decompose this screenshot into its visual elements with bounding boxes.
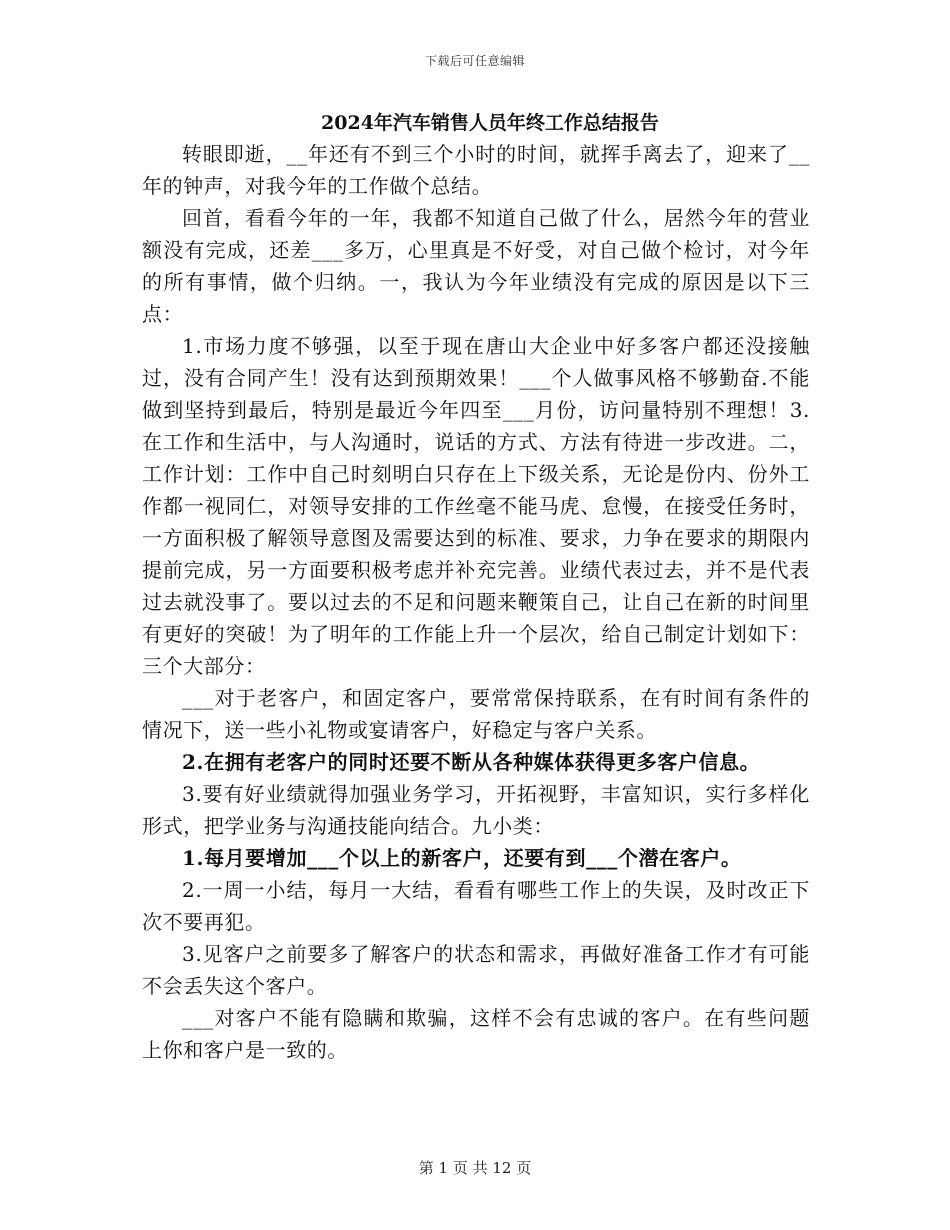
- paragraph: 2.一周一小结，每月一大结，看看有哪些工作上的失误，及时改正下次不要再犯。: [142, 878, 810, 934]
- paragraph: ___对客户不能有隐瞒和欺骗，这样不会有忠诚的客户。在有些问题上你和客户是一致的。: [142, 1006, 810, 1062]
- document-title: 2024年汽车销售人员年终工作总结报告: [321, 112, 659, 134]
- document-body: [142, 108, 810, 1066]
- paragraph: 1.市场力度不够强，以至于现在唐山大企业中好多客户都还没接触过，没有合同产生！没有达到预期效果！___个人做事风格不够勤奋.不能做到坚持到最后，特别是最近今年四至___月份，访问量特别不理想！3.在工作和生活中，与人沟通时，说话的方式、方法有待进一步改进。二，工作计划：工作中自己时刻明白只存在上下级关系，无论是份内、份外工作都一视同仁，对领导安排的工作丝毫不能马虎、怠慢，在接受任务时，一方面积极了解领导意图及需要达到的标准、要求，力争在要求的期限内提前完成，另一方面要积极考虑并补充完善。业绩代表过去，并不是代表过去就没事了。要以过去的不足和问题来鞭策自己，让自己在新的时间里有更好的突破！为了明年的工作能上升一个层次，给自己制定计划如下：三个大部分：: [142, 334, 810, 678]
- paragraph: 1.每月要增加___个以上的新客户，还要有到___个潜在客户。: [182, 846, 742, 870]
- page-number-footer: 第 1 页 共 12 页: [418, 1159, 532, 1177]
- paragraph: ___对于老客户，和固定客户，要常常保持联系，在有时间有条件的情况下，送一些小礼物或宴请客户，好稳定与客户关系。: [142, 686, 810, 742]
- paragraph-list: [142, 138, 810, 1066]
- paragraph: 3.要有好业绩就得加强业务学习，开拓视野，丰富知识，实行多样化形式，把学业务与沟通技能向结合。九小类：: [142, 782, 810, 838]
- page-header-note: 下载后可任意编辑: [424, 54, 525, 68]
- paragraph: 3.见客户之前要多了解客户的状态和需求，再做好准备工作才有可能不会丢失这个客户。: [142, 942, 810, 998]
- paragraph: 回首，看看今年的一年，我都不知道自己做了什么，居然今年的营业额没有完成，还差___多万，心里真是不好受，对自己做个检讨，对今年的所有事情，做个归纳。一，我认为今年业绩没有完成的原因是以下三点：: [142, 206, 810, 326]
- paragraph: 2.在拥有老客户的同时还要不断从各种媒体获得更多客户信息。: [182, 750, 761, 774]
- paragraph: 转眼即逝，__年还有不到三个小时的时间，就挥手离去了，迎来了__年的钟声，对我今年的工作做个总结。: [142, 142, 810, 198]
